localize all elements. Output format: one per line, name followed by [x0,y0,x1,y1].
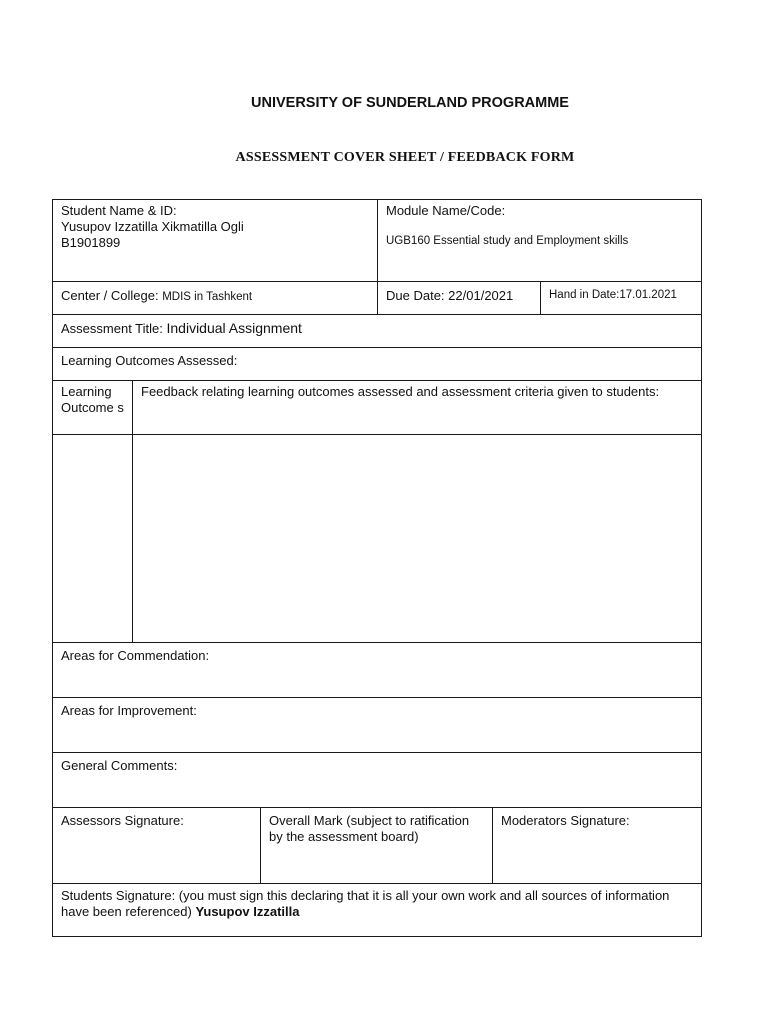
students-signature-statement: Students Signature: (you must sign this declaring that it is all your own work and all sources of information have been referenced) [61,888,670,919]
commendation-label: Areas for Commendation: [61,648,210,663]
module-cell [377,199,702,282]
learning-outcome-header [52,380,133,435]
students-signature-cell [52,883,702,937]
assessors-signature-cell [52,807,261,884]
assessment-title-cell [52,314,702,348]
commendation-cell [52,642,702,698]
due-date-value: 22/01/2021 [448,288,514,303]
feedback-header [132,380,702,435]
assessment-title-value: Individual Assignment [166,320,302,336]
learning-outcome-entry[interactable] [52,434,133,643]
students-signature-name: Yusupov Izzatilla [195,904,300,919]
due-date-label: Due Date: [386,288,445,303]
feedback-entry[interactable] [132,434,702,643]
learning-outcome-header-label: Learning Outcome s [61,384,124,415]
student-name: Yusupov Izzatilla Xikmatilla Ogli [61,219,244,234]
general-comments-cell [52,752,702,808]
center-value: MDIS in Tashkent [162,291,253,303]
learning-outcomes-assessed-cell [52,347,702,381]
student-name-cell [52,199,378,282]
due-date-cell [377,281,541,315]
center-cell [52,281,378,315]
cover-sheet-table [52,199,702,937]
assessment-title-label: Assessment Title: [61,321,163,336]
center-label: Center / College: [61,288,159,303]
programme-title: UNIVERSITY OF SUNDERLAND PROGRAMME [251,95,569,111]
improvement-label: Areas for Improvement: [61,703,197,718]
overall-mark-cell [260,807,493,884]
feedback-header-label: Feedback relating learning outcomes assessed and assessment criteria given to students: [141,384,660,399]
hand-in-date-cell [540,281,702,315]
assessors-signature-label: Assessors Signature: [61,813,184,828]
module-label: Module Name/Code: [386,203,506,218]
hand-in-value: 17.01.2021 [619,289,677,301]
improvement-cell [52,697,702,753]
student-name-label: Student Name & ID: [61,203,177,218]
moderators-signature-label: Moderators Signature: [501,813,630,828]
general-comments-label: General Comments: [61,758,178,773]
module-value: UGB160 Essential study and Employment skills [386,235,629,247]
form-title: ASSESSMENT COVER SHEET / FEEDBACK FORM [235,150,575,165]
overall-mark-label: Overall Mark (subject to ratification by the assessment board) [269,813,470,844]
learning-outcomes-assessed-label: Learning Outcomes Assessed: [61,353,238,368]
moderators-signature-cell [492,807,702,884]
student-id: B1901899 [61,235,121,250]
hand-in-label: Hand in Date: [549,289,620,301]
